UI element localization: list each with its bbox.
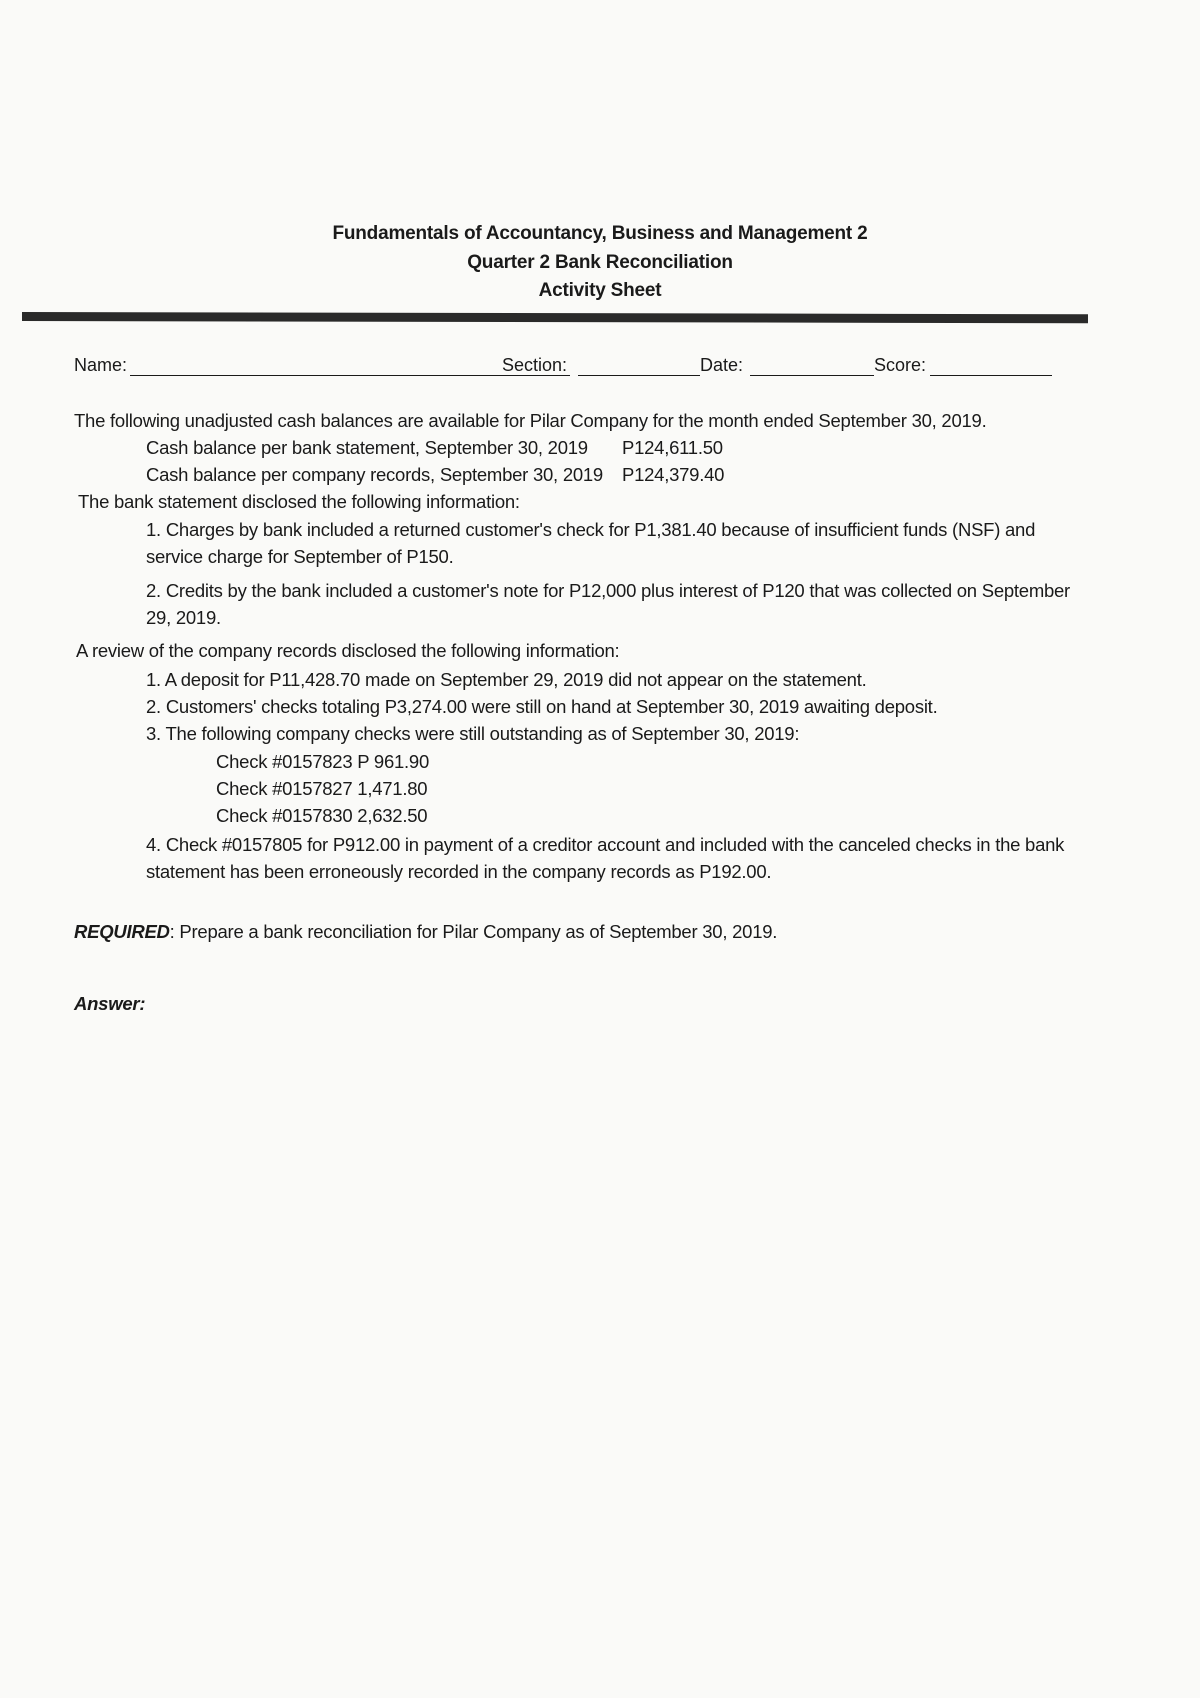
bank-info-intro: The bank statement disclosed the following information: (78, 491, 520, 512)
score-label: Score: (874, 355, 927, 375)
required-statement (74, 918, 777, 945)
balance-amount-company: P124,379.40 (622, 464, 725, 485)
bank-item-2: 2. Credits by the bank included a customer's note for P12,000 plus interest of P120 that was collected on September 29, 2019. (146, 580, 1070, 628)
required-text: : Prepare a bank reconciliation for Pilar Company as of September 30, 2019. (169, 921, 778, 942)
date-field[interactable] (750, 374, 874, 376)
score-field[interactable] (930, 374, 1052, 376)
section-field[interactable] (578, 374, 700, 376)
balance-amount-bank: P124,611.50 (622, 437, 723, 458)
required-label: REQUIRED (74, 921, 170, 942)
company-item-3: 3. The following company checks were still outstanding as of September 30, 2019: (146, 723, 800, 744)
outstanding-check-1: Check #0157823 P 961.90 (216, 751, 430, 772)
section-label: Section: (502, 355, 568, 375)
name-label: Name: (74, 355, 128, 375)
header-divider (22, 312, 1088, 323)
outstanding-check-2: Check #0157827 1,471.80 (216, 778, 428, 799)
company-item-2: 2. Customers' checks totaling P3,274.00 were still on hand at September 30, 2019 awaiting deposit. (146, 696, 938, 717)
bank-item-1: 1. Charges by bank included a returned customer's check for P1,381.40 because of insufficient funds (NSF) and service charge for September of P150. (146, 519, 1036, 567)
answer-label: Answer: (74, 993, 146, 1014)
sheet-type-label: Activity Sheet (538, 280, 662, 301)
document-subtitle: Quarter 2 Bank Reconciliation (467, 252, 733, 273)
company-item-4: 4. Check #0157805 for P912.00 in payment of a creditor account and included with the canceled checks in the bank statement has been erroneously recorded in the company records as P192.00. (146, 834, 1065, 882)
problem-intro: The following unadjusted cash balances are available for Pilar Company for the month ended September 30, 2019. (74, 410, 987, 431)
outstanding-check-3: Check #0157830 2,632.50 (216, 805, 428, 826)
balance-label-company: Cash balance per company records, September 30, 2019 (146, 464, 603, 485)
balance-label-bank: Cash balance per bank statement, September 30, 2019 (146, 437, 588, 458)
company-info-intro: A review of the company records disclosed the following information: (76, 640, 620, 661)
date-label: Date: (700, 355, 744, 375)
document-title: Fundamentals of Accountancy, Business and Management 2 (332, 223, 868, 244)
company-item-1: 1. A deposit for P11,428.70 made on September 29, 2019 did not appear on the statement. (146, 669, 867, 690)
